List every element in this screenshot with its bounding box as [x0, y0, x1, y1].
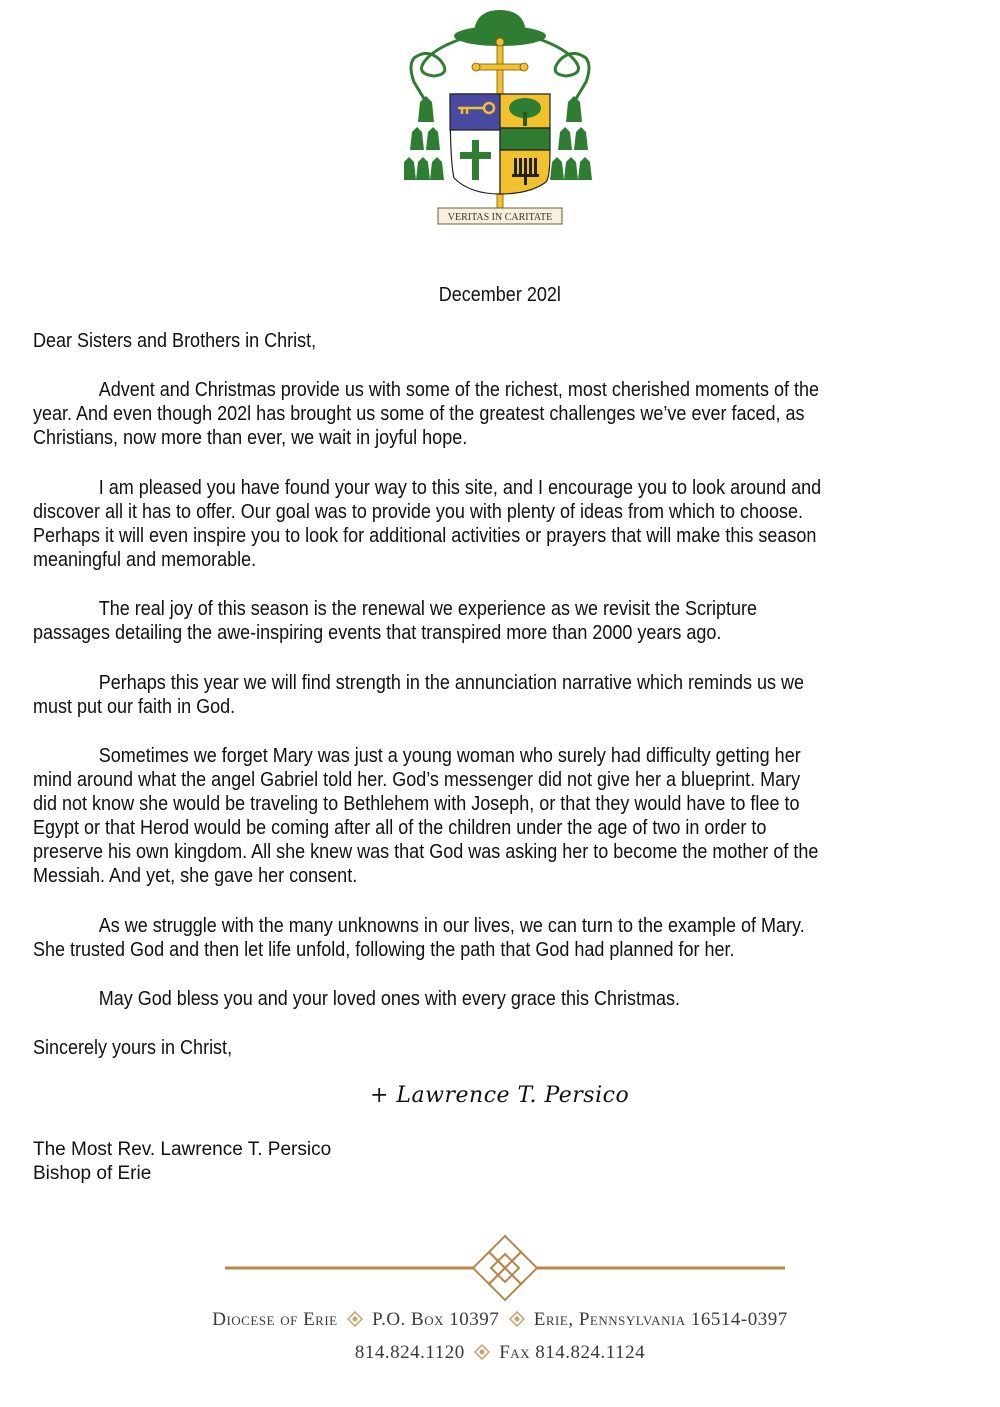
paragraph-line: The real joy of this season is the renewal we experience as we revisit the Scripture [98, 598, 758, 620]
paragraph-6 [33, 914, 805, 962]
paragraph-line: Egypt or that Herod would be coming after all of the children under the age of two in order to [33, 817, 767, 839]
footer-city: Erie, Pennsylvania 16514-0397 [533, 1309, 788, 1330]
paragraph-line: discover all it has to offer. Our goal was to provide you with plenty of ideas from which to choose. [33, 501, 804, 523]
closing: Sincerely yours in Christ, [33, 1037, 233, 1059]
footer-org: Diocese of Erie [212, 1309, 338, 1330]
paragraph-1 [33, 378, 819, 450]
paragraph-line: She trusted God and then let life unfold, following the path that God had planned for her. [33, 939, 735, 961]
galero-hat-crown [474, 10, 526, 32]
paragraph-line: Perhaps it will even inspire you to look for additional activities or prayers that will make this season [33, 525, 817, 547]
paragraph-line: Christians, now more than ever, we wait in joyful hope. [33, 427, 468, 449]
tassels-right [550, 96, 592, 180]
letter-date: December 202l [438, 284, 562, 306]
paragraph-line: passages detailing the awe-inspiring events that transpired more than 2000 years ago. [33, 622, 722, 644]
paragraph-line: did not know she would be traveling to Bethlehem with Joseph, or that they would have to flee to [33, 793, 800, 815]
paragraph-line: I am pleased you have found your way to this site, and I encourage you to look around and [98, 477, 822, 499]
paragraph-3 [33, 597, 757, 645]
footer-address-line [0, 1309, 1000, 1331]
knot-ornament-icon [473, 1236, 537, 1300]
ornamental-divider [225, 1232, 785, 1302]
coat-of-arms-logo [404, 2, 596, 242]
footer-po-box: P.O. Box 10397 [372, 1309, 500, 1330]
signer-title: Bishop of Erie [33, 1163, 152, 1184]
motto-text: VERITAS IN CARITATE [447, 212, 553, 223]
paragraph-7 [33, 987, 680, 1011]
diamond-bullet-icon [509, 1311, 525, 1327]
paragraph-line: meaningful and memorable. [33, 549, 257, 571]
paragraph-4 [33, 671, 804, 719]
tassels-left [404, 96, 444, 180]
paragraph-line: Perhaps this year we will find strength in the annunciation narrative which reminds us we [98, 672, 805, 694]
paragraph-line: Messiah. And yet, she gave her consent. [33, 865, 358, 887]
paragraph-2 [33, 476, 821, 572]
salutation: Dear Sisters and Brothers in Christ, [33, 330, 317, 352]
diamond-bullet-icon [347, 1311, 363, 1327]
signature: + Lawrence T. Persico [370, 1083, 630, 1108]
paragraph-line: May God bless you and your loved ones with every grace this Christmas. [98, 988, 680, 1010]
paragraph-line: must put our faith in God. [33, 696, 236, 718]
footer-contact-line [0, 1342, 1000, 1364]
paragraph-line: preserve his own kingdom. All she knew was that God was asking her to become the mother of the [33, 841, 819, 863]
paragraph-line: mind around what the angel Gabriel told her. God’s messenger did not give her a blueprint. Mary [33, 769, 801, 791]
paragraph-line: As we struggle with the many unknowns in our lives, we can turn to the example of Mary. [98, 915, 805, 937]
footer-fax: Fax 814.824.1124 [499, 1342, 646, 1363]
paragraph-line: year. And even though 202l has brought us some of the greatest challenges we’ve ever faced, as [33, 403, 805, 425]
paragraph-5 [33, 744, 818, 888]
footer-phone: 814.824.1120 [354, 1342, 465, 1363]
signer-name: The Most Rev. Lawrence T. Persico [33, 1139, 332, 1160]
diamond-bullet-icon [474, 1344, 490, 1360]
paragraph-line: Sometimes we forget Mary was just a young woman who surely had difficulty getting her [98, 745, 801, 767]
paragraph-line: Advent and Christmas provide us with some of the richest, most cherished moments of the [98, 379, 820, 401]
